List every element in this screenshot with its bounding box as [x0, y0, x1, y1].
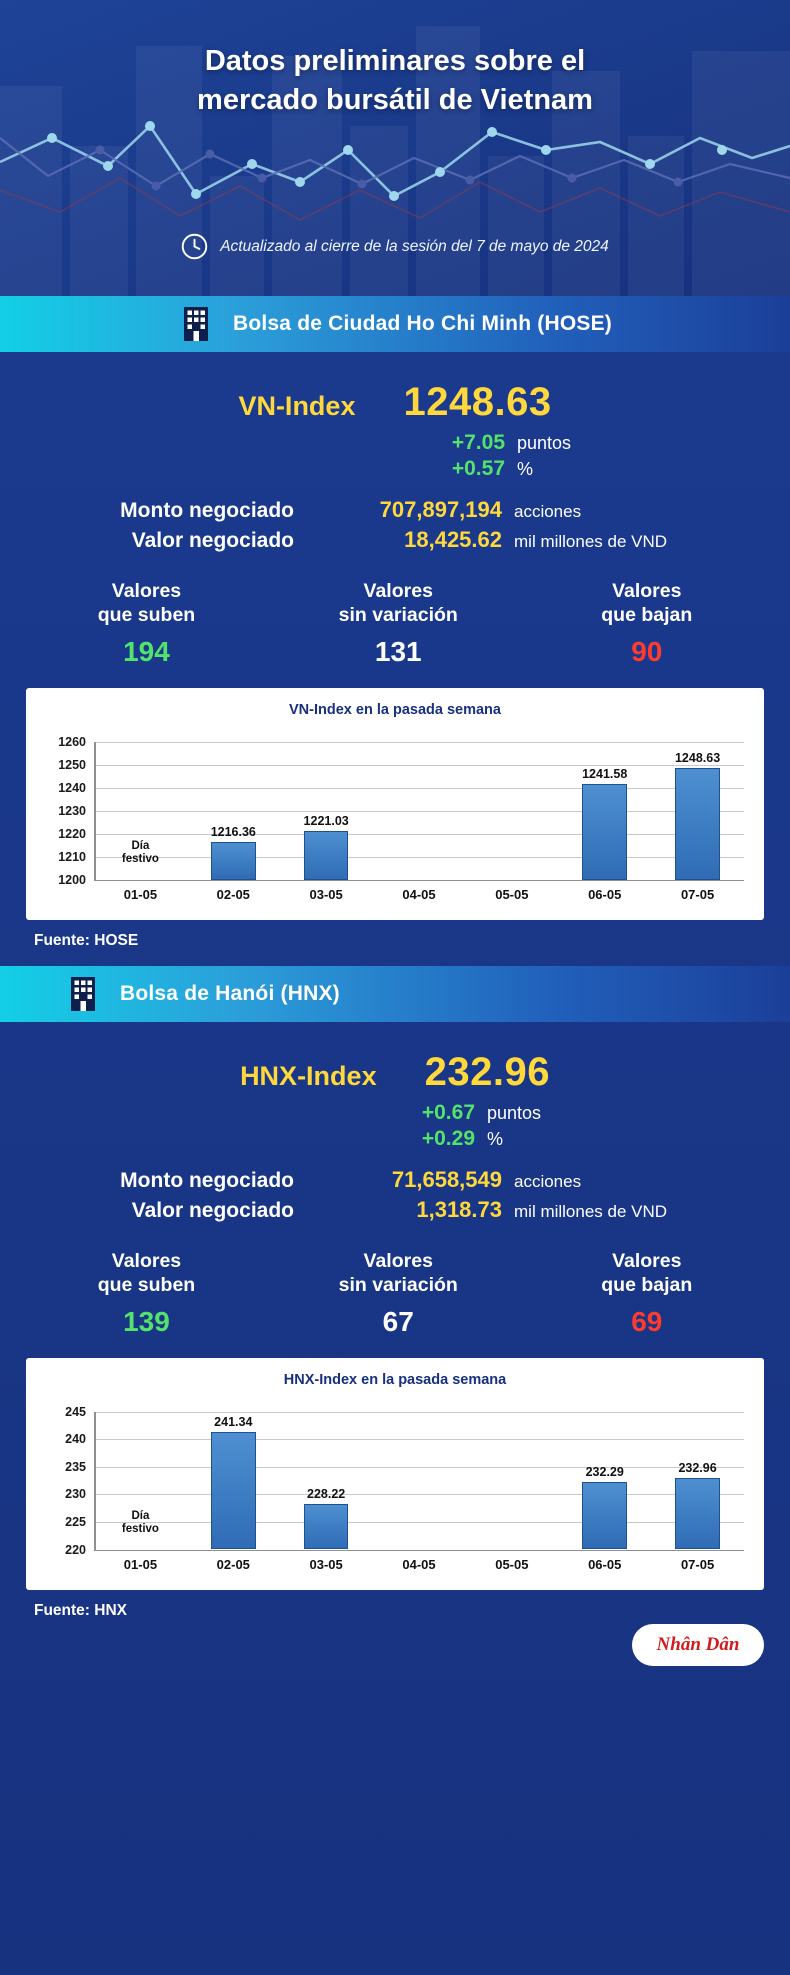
chart-bar-value-label: 1241.58	[582, 767, 628, 782]
page-title-line2: mercado bursátil de Vietnam	[197, 83, 593, 116]
hnx-chart-plot	[40, 1398, 750, 1580]
chart-gridline	[94, 1494, 744, 1495]
hose-stat-flat	[339, 579, 458, 668]
y-axis-tick-label: 1230	[58, 803, 86, 818]
chart-bar-value-label: 232.96	[678, 1460, 717, 1475]
hnx-stat-flat-label2: sin variación	[338, 1274, 458, 1297]
chart-gridline	[94, 857, 744, 858]
hnx-index-name: HNX-Index	[240, 1060, 377, 1091]
y-axis-tick-label: 1240	[58, 780, 86, 795]
y-axis-tick-label: 1250	[58, 757, 86, 772]
hose-stat-flat-value: 131	[374, 635, 422, 667]
x-axis-tick-label: 01-05	[123, 1556, 158, 1572]
hose-stat-down-label2: que bajan	[601, 604, 693, 627]
hose-chart-card	[26, 688, 764, 920]
chart-bar-value-label: 228.22	[307, 1487, 346, 1502]
hnx-section	[0, 1022, 790, 1620]
x-axis-tick-label: 02-05	[216, 1556, 250, 1572]
nhan-dan-logo	[632, 1624, 764, 1666]
chart-holiday-annotation: Día festivo	[121, 839, 159, 865]
chart-bar	[304, 831, 349, 879]
hose-stat-flat-label1: Valores	[363, 580, 433, 602]
logo-text: Nhân Dân	[656, 1633, 740, 1655]
hose-change-points: +7.05	[451, 431, 505, 454]
hose-index-row	[26, 352, 764, 425]
chart-bar-value-label: 232.29	[585, 1464, 624, 1479]
y-axis-tick-label: 220	[65, 1542, 86, 1557]
building-icon	[62, 973, 104, 1015]
hnx-stat-flat-label1: Valores	[363, 1249, 433, 1272]
hose-amount-block	[26, 497, 764, 553]
clock-icon	[181, 233, 208, 260]
header	[0, 0, 790, 296]
hose-chart-title: VN-Index en la pasada semana	[289, 701, 501, 718]
hose-value-unit: mil millones de VND	[514, 532, 668, 551]
updated-text: Actualizado al cierre de la sesión del 7 de mayo de 2024	[220, 237, 609, 255]
chart-bar	[582, 1482, 627, 1550]
hose-volume-label: Monto negociado	[120, 499, 294, 522]
hnx-value-label: Valor negociado	[131, 1198, 294, 1222]
x-axis-tick-label: 05-05	[495, 1556, 529, 1572]
hose-stat-up-label2: que suben	[97, 604, 196, 627]
y-axis-tick-label: 1260	[58, 734, 86, 749]
hose-stat-up	[98, 579, 196, 668]
y-axis-tick-label: 1200	[58, 872, 86, 887]
hnx-stat-down-label1: Valores	[612, 1249, 682, 1272]
hose-section	[0, 352, 790, 950]
footer	[0, 1620, 790, 1684]
chart-bar-value-label: 1221.03	[303, 814, 349, 829]
hnx-volume-unit: acciones	[514, 1171, 582, 1191]
hnx-change-points-unit: puntos	[487, 1102, 542, 1123]
hose-volume-unit: acciones	[514, 502, 582, 521]
x-axis-tick-label: 06-05	[588, 886, 622, 902]
hnx-source: Fuente: HNX	[34, 1601, 127, 1619]
hnx-change-percent-unit: %	[487, 1128, 504, 1149]
hnx-amount-block	[26, 1167, 764, 1223]
page-title-line1: Datos preliminares sobre el	[204, 45, 586, 77]
chart-gridline	[94, 765, 744, 766]
header-line-chart-decoration	[0, 120, 790, 240]
y-axis-tick-label: 240	[65, 1432, 86, 1447]
hose-value-label: Valor negociado	[131, 529, 294, 552]
x-axis-tick-label: 03-05	[309, 1556, 343, 1572]
hose-banner-label: Bolsa de Ciudad Ho Chi Minh (HOSE)	[233, 312, 612, 335]
hnx-stat-up-value: 139	[123, 1305, 170, 1337]
hnx-stat-down-value: 69	[631, 1305, 663, 1337]
y-axis-tick-label: 1220	[58, 826, 86, 841]
x-axis-tick-label: 01-05	[123, 886, 158, 902]
hnx-stat-up-label1: Valores	[111, 1249, 182, 1272]
hose-index-value: 1248.63	[403, 380, 552, 424]
hose-change-block	[26, 431, 764, 481]
hnx-index-value: 232.96	[424, 1049, 550, 1094]
hose-change-points-unit: puntos	[517, 433, 572, 453]
hose-index-name: VN-Index	[238, 391, 356, 421]
hose-chart-plot	[40, 728, 750, 910]
x-axis-tick-label: 02-05	[216, 886, 250, 902]
hnx-volume-value: 71,658,549	[391, 1166, 502, 1192]
hose-change-percent-unit: %	[517, 459, 534, 479]
hnx-volume-label: Monto negociado	[120, 1168, 294, 1192]
chart-bar-value-label: 1216.36	[210, 825, 256, 840]
chart-gridline	[94, 1550, 744, 1552]
hnx-stats	[26, 1249, 764, 1338]
chart-y-axis	[94, 742, 96, 880]
chart-gridline	[94, 811, 744, 812]
chart-gridline	[94, 788, 744, 789]
hnx-stat-flat	[339, 1249, 458, 1338]
hnx-banner-label: Bolsa de Hanói (HNX)	[120, 981, 340, 1005]
hnx-banner	[0, 966, 790, 1022]
chart-bar	[211, 842, 256, 880]
hnx-value-unit: mil millones de VND	[514, 1201, 668, 1221]
chart-gridline	[94, 1522, 744, 1523]
y-axis-tick-label: 235	[65, 1459, 86, 1474]
hose-stat-down	[601, 579, 692, 668]
chart-bar	[211, 1432, 256, 1550]
hnx-stat-up-label2: que suben	[97, 1274, 196, 1297]
building-icon	[175, 303, 217, 345]
hose-value-value: 18,425.62	[404, 527, 502, 552]
chart-gridline	[94, 880, 744, 882]
y-axis-tick-label: 230	[65, 1487, 86, 1502]
chart-bar-value-label: 241.34	[214, 1414, 253, 1429]
page-title	[0, 0, 790, 119]
hnx-index-row	[26, 1022, 764, 1095]
hnx-stat-down-label2: que bajan	[601, 1274, 693, 1297]
hose-stat-up-label1: Valores	[111, 580, 182, 602]
x-axis-tick-label: 04-05	[402, 886, 436, 902]
chart-holiday-annotation: Día festivo	[121, 1509, 159, 1535]
hose-volume-value: 707,897,194	[379, 497, 502, 522]
chart-bar	[304, 1504, 349, 1549]
y-axis-tick-label: 245	[65, 1404, 86, 1419]
x-axis-tick-label: 07-05	[680, 1556, 715, 1572]
x-axis-tick-label: 03-05	[309, 886, 343, 902]
hose-stat-down-label1: Valores	[612, 580, 682, 602]
y-axis-tick-label: 225	[65, 1514, 86, 1529]
hnx-change-block	[26, 1101, 764, 1151]
chart-gridline	[94, 1439, 744, 1440]
hose-stat-down-value: 90	[631, 635, 663, 667]
chart-gridline	[94, 1412, 744, 1413]
hose-stats	[26, 579, 764, 668]
x-axis-tick-label: 04-05	[402, 1556, 436, 1572]
hose-banner	[0, 296, 790, 352]
updated-row	[0, 233, 790, 260]
x-axis-tick-label: 06-05	[588, 1556, 622, 1572]
x-axis-tick-label: 05-05	[495, 886, 529, 902]
hnx-stat-down	[601, 1249, 692, 1338]
chart-bar-value-label: 1248.63	[674, 750, 721, 765]
hnx-chart-card	[26, 1358, 764, 1590]
hose-stat-up-value: 194	[123, 635, 170, 667]
hnx-stat-flat-value: 67	[382, 1305, 414, 1337]
chart-bar	[675, 1478, 720, 1550]
hose-change-percent: +0.57	[451, 457, 505, 480]
chart-gridline	[94, 834, 744, 835]
chart-gridline	[94, 742, 744, 743]
chart-bar	[675, 768, 720, 880]
hnx-change-percent: +0.29	[421, 1126, 475, 1150]
hnx-change-points: +0.67	[421, 1100, 475, 1124]
hose-stat-flat-label2: sin variación	[338, 604, 458, 627]
hose-source: Fuente: HOSE	[34, 931, 139, 949]
hnx-chart-title: HNX-Index en la pasada semana	[283, 1371, 507, 1388]
y-axis-tick-label: 1210	[58, 849, 86, 864]
chart-y-axis	[94, 1412, 96, 1550]
chart-gridline	[94, 1467, 744, 1468]
hnx-stat-up	[98, 1249, 196, 1338]
x-axis-tick-label: 07-05	[680, 886, 715, 902]
chart-bar	[582, 784, 627, 880]
hnx-value-value: 1,318.73	[416, 1196, 502, 1222]
